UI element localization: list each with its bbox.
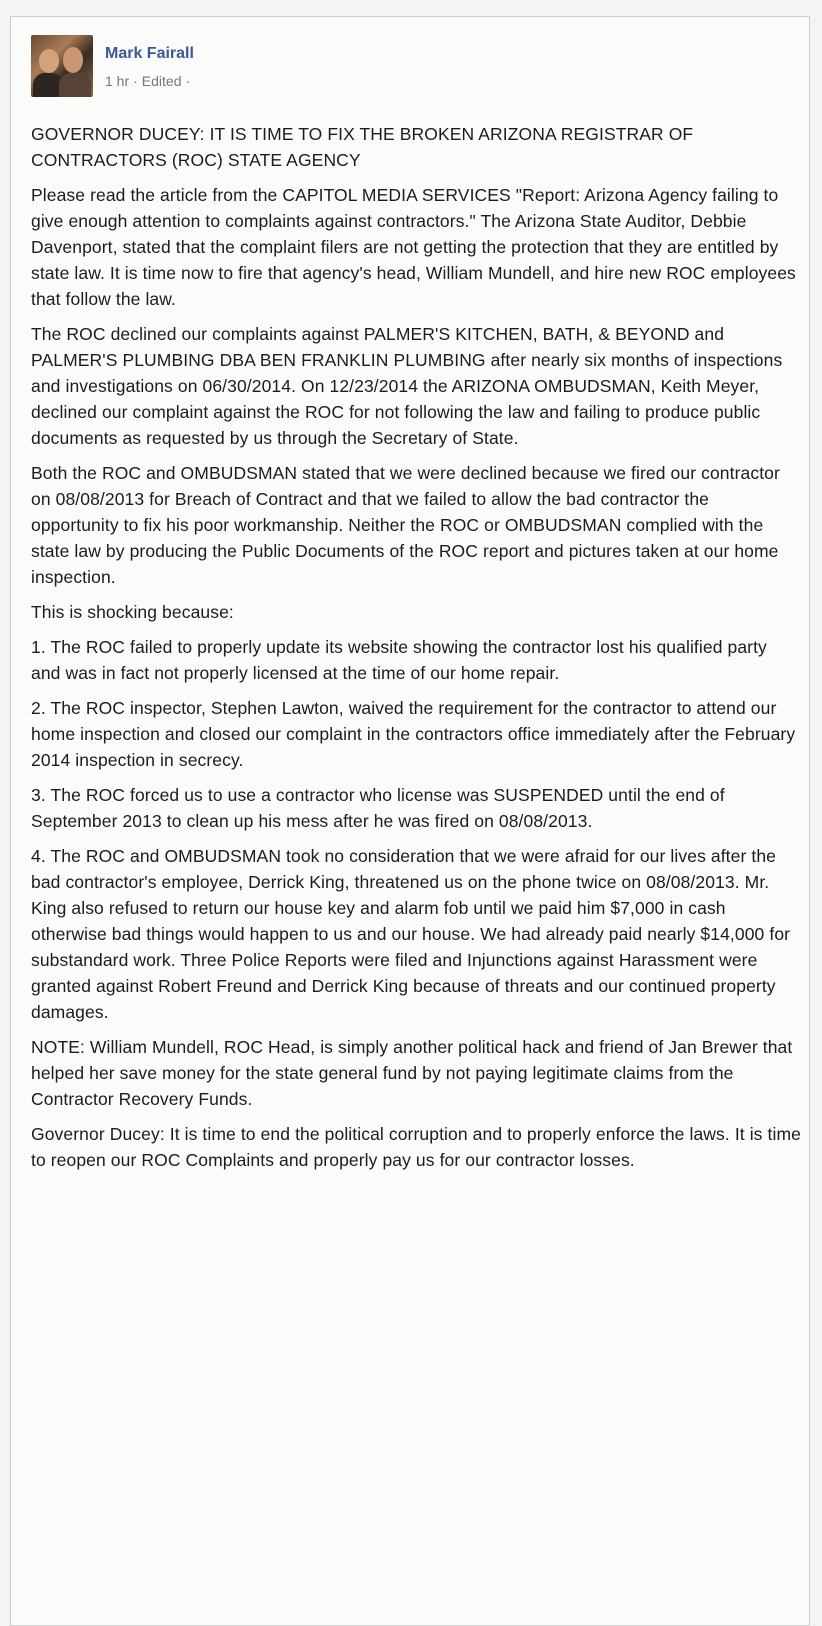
- edited-label[interactable]: Edited: [141, 73, 182, 89]
- paragraph: This is shocking because:: [31, 602, 234, 622]
- avatar-figure-right: [59, 73, 91, 97]
- author-name[interactable]: Mark Fairall: [105, 45, 194, 62]
- post-meta: [105, 73, 194, 89]
- list-item: 3. The ROC forced us to use a contractor who license was SUSPENDED until the end of September 2013 to clean up his mess after he was fired on 08/08/2013.: [31, 785, 725, 831]
- post-body: [31, 121, 801, 1182]
- avatar[interactable]: [31, 35, 93, 97]
- avatar-face-right: [63, 47, 83, 73]
- post-time[interactable]: 1 hr: [105, 73, 130, 89]
- list-item: 2. The ROC inspector, Stephen Lawton, waived the requirement for the contractor to attend our home inspection and closed our complaint in the contractors office immediately after the February 2014 inspection in secrecy.: [31, 698, 796, 770]
- paragraph: Please read the article from the CAPITOL MEDIA SERVICES "Report: Arizona Agency failing to give enough attention to complaints against contractors." The Arizona State Auditor, Debbie Davenport, stated that the complaint filers are not getting the protection that they are entitled by state law. It is time now to fire that agency's head, William Mundell, and hire new ROC employees that follow the law.: [31, 185, 796, 309]
- paragraph: Governor Ducey: It is time to end the political corruption and to properly enforce the laws. It is time to reopen our ROC Complaints and properly pay us for our contractor losses.: [31, 1124, 801, 1170]
- list-item: 1. The ROC failed to properly update its website showing the contractor lost his qualified party and was in fact not properly licensed at the time of our home repair.: [31, 637, 767, 683]
- list-item: 4. The ROC and OMBUDSMAN took no consideration that we were afraid for our lives after the bad contractor's employee, Derrick King, threatened us on the phone twice on 08/08/2013. Mr. King also refused to return our house key and alarm fob until we paid him $7,000 in cash otherwise bad things would happen to us and our house. We had already paid nearly $14,000 for substandard work. Three Police Reports were filed and Injunctions against Harassment were granted against Robert Freund and Derrick King because of threats and our continued property damages.: [31, 846, 791, 1022]
- post-headline: GOVERNOR DUCEY: IT IS TIME TO FIX THE BROKEN ARIZONA REGISTRAR OF CONTRACTORS (ROC) STATE AGENCY: [31, 124, 694, 170]
- avatar-face-left: [39, 49, 59, 73]
- globe-icon[interactable]: ·: [185, 73, 191, 89]
- paragraph: Both the ROC and OMBUDSMAN stated that we were declined because we fired our contractor on 08/08/2013 for Breach of Contract and that we failed to allow the bad contractor the opportunity to fix his poor workmanship. Neither the ROC or OMBUDSMAN complied with the state law by producing the Public Documents of the ROC report and pictures taken at our home inspection.: [31, 463, 780, 587]
- post-card: [10, 16, 810, 1626]
- meta-separator: ·: [133, 73, 138, 89]
- paragraph: NOTE: William Mundell, ROC Head, is simply another political hack and friend of Jan Brewer that helped her save money for the state general fund by not paying legitimate claims from the Contractor Recovery Funds.: [31, 1037, 793, 1109]
- paragraph: The ROC declined our complaints against PALMER'S KITCHEN, BATH, & BEYOND and PALMER'S PLUMBING DBA BEN FRANKLIN PLUMBING after nearly six months of inspections and investigations on 06/30/2014. On 12/23/2014 the ARIZONA OMBUDSMAN, Keith Meyer, declined our complaint against the ROC for not following the law and failing to produce public documents as requested by us through the Secretary of State.: [31, 324, 783, 448]
